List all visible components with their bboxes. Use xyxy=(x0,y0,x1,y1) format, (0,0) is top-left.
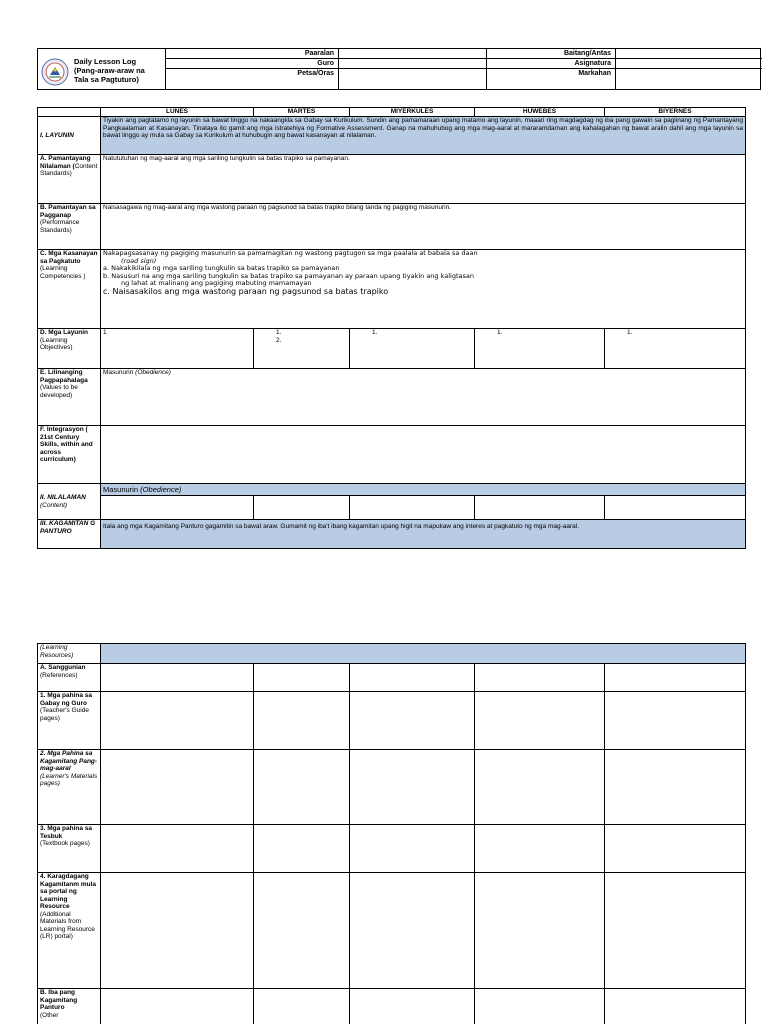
references-row: A. Sanggunian (References) xyxy=(38,664,746,692)
logo-cell xyxy=(38,49,166,89)
learners-materials-label: 2. Mga Pahina sa Kagamitang Pang-mag-aaral xyxy=(40,750,98,772)
competencies-text: Nakapagsasanay ng pagiging masunurin sa pamamagitan ng wastong pagtugon sa mga paalala at babala sa daan (road sign) a. Nakakikilala ng mga sariling tungkulin sa batas trapiko sa pamayanan b. Nasusuri na ang mga sariling tungkulin sa batas trapiko sa pamayanan ay paraan upang tiyakin ang kaligtasan ng lahat at malinang ang pagiging mabuting mamamayan c. Naisasakilos ang mga wastong paraan ng pagsunod sa batas trapiko xyxy=(101,250,746,329)
objectives-label: D. Mga Layunin xyxy=(40,329,89,336)
day-martes: MARTES xyxy=(254,108,350,117)
values-label: E. Lilinanging Pagpapahalaga xyxy=(40,369,88,384)
nilalaman-cells-row xyxy=(38,496,746,520)
learners-materials-row: 2. Mga Pahina sa Kagamitang Pang-mag-aaral (Learner's Materials pages) xyxy=(38,750,746,825)
other-materials-label: B. Iba pang Kagamitang Panturo xyxy=(40,989,78,1011)
kagamitan-label: III. KAGAMITAN G PANTURO xyxy=(40,520,96,535)
layunin-label: I. LAYUNIN xyxy=(40,131,74,139)
kagamitan-row xyxy=(38,520,746,549)
day-lunes: LUNES xyxy=(101,108,254,117)
resources-table xyxy=(37,643,746,1024)
performance-standards-row: B. Pamantayan sa Pagganap (Performance Standards) Naisasagawa ng mag-aaral ang mga wastong paraan ng pagsunod sa batas trapiko bilang tanda ng pagiging masunurin. xyxy=(38,204,746,250)
values-row: E. Lilinanging Pagpapahalaga (Values to be developed) Masunurin (Obedience) xyxy=(38,369,746,426)
paaralan-label: Paaralan xyxy=(304,50,334,57)
competencies-row: C. Mga Kasanayan sa Pagkatuto (Learning Competencies ) Nakapagsasanay ng pagiging masunurin sa pamamagitan ng wastong pagtugon sa mga paalala at babala sa daan (road sign) a. Nakakikilala ng mga sariling tungkulin sa batas trapiko sa pamayanan b. Nasusuri na ang mga sariling tungkulin sa batas trapiko sa pamayanan ay paraan upang tiyakin ang kaligtasan ng lahat at malinang ang pagiging mabuting mamamayan c. Naisasakilos ang mga wastong paraan ng pagsunod sa batas trapiko xyxy=(38,250,746,329)
additional-materials-label: 4. Karagdagang Kagamitanm mula sa portal ng Learning Resource xyxy=(40,873,96,910)
textbook-label: 3. Mga pahina sa Tesbuk xyxy=(40,825,93,840)
performance-standards-text: Naisasagawa ng mag-aaral ang mga wastong paraan ng pagsunod sa batas trapiko bilang tanda ng pagiging masunurin. xyxy=(101,204,746,250)
integration-label: F. Integrasyon ( 21st Century Skills, within and across curriculum) xyxy=(40,426,93,463)
objective-biyernes: 1. xyxy=(605,329,746,369)
learning-resources-label: (Learning Resources) xyxy=(40,644,74,659)
layunin-row xyxy=(38,117,746,155)
content-standards-label: A. Pamantayang Nilalaman ( xyxy=(40,155,91,170)
objectives-row: D. Mga Layunin (Learning Objectives) 1 1. 2. 1. 1. 1. xyxy=(38,329,746,369)
objective-huwebes: 1. xyxy=(475,329,605,369)
performance-standards-label: B. Pamantayan sa Pagganap xyxy=(40,204,96,219)
baitang-label: Baitang/Antas xyxy=(563,50,611,57)
day-miyerkules: MIYERKULES xyxy=(350,108,475,117)
guro-label: Guro xyxy=(317,60,334,67)
markahan-label: Markahan xyxy=(578,70,611,77)
references-label: A. Sanggunian xyxy=(40,664,86,671)
content-standards-text: Natututuhan ng mag-aaral ang mga sariling tungkulin sa batas trapiko sa pamayanan. xyxy=(101,155,746,204)
competencies-label: C. Mga Kasanayan sa Pagkatuto xyxy=(40,250,98,265)
kagamitan-text: Itala ang mga Kagamitang Panturo gagamitin sa bawat araw. Gumamit ng iba't ibang kagamitan upang higit na mapukaw ang interes at pagkatuto ng mga mag-aaral. xyxy=(101,520,746,549)
values-text: Masunurin (Obedience) xyxy=(101,369,746,426)
deped-seal-icon xyxy=(41,58,69,86)
additional-materials-row: 4. Karagdagang Kagamitanm mula sa portal ng Learning Resource (Additional Materials from Learning Resource (LR) portal) xyxy=(38,873,746,989)
nilalaman-text: Masunurin (Obedience) xyxy=(101,484,746,496)
layunin-text: Tiyakin ang pagtatamo ng layunin sa bawat linggo na nakaangkla sa Gabay sa Kurikulum. Sundin ang pamamaraan upang matamo ang layunin, maaari ring magdagdag ng iba pang gawain sa paglinang ng Pamantayang Pangkaalaman at Kasanayan. Tinataya ito gamit ang mga istratehiya ng Formative Assessment. Ganap na mahuhubog ang mga mag-aaral at mararamdaman ang kahalagahan ng bawat aralin dahil ang mga layunin sa bawat linggo ay mula sa Gabay sa Kurikulum at huhubugin ang bawat kasanayan at nilalaman. xyxy=(101,117,746,155)
day-biyernes: BIYERNES xyxy=(605,108,746,117)
other-materials-row: B. Iba pang Kagamitang Panturo (Other xyxy=(38,989,746,1024)
teachers-guide-row: 1. Mga pahina sa Gabay ng Guro (Teacher's Guide pages) xyxy=(38,692,746,750)
integration-row xyxy=(38,426,746,484)
learning-resources-row xyxy=(38,644,746,664)
objective-miyerkules: 1. xyxy=(350,329,475,369)
textbook-row: 3. Mga pahina sa Tesbuk (Textbook pages) xyxy=(38,825,746,873)
nilalaman-label: II. NILALAMAN xyxy=(40,494,86,501)
petsa-label: Petsa/Oras xyxy=(297,70,334,77)
asignatura-label: Asignatura xyxy=(574,60,611,67)
objective-martes: 1. 2. xyxy=(254,329,350,369)
teachers-guide-label: 1. Mga pahina sa Gabay ng Guro xyxy=(40,692,93,707)
lesson-table xyxy=(37,107,746,549)
day-header-row xyxy=(38,108,746,117)
header-table xyxy=(37,48,761,90)
nilalaman-row: II. NILALAMAN (Content) Masunurin (Obedience) xyxy=(38,484,746,496)
content-standards-row: A. Pamantayang Nilalaman (Content Standards) Natututuhan ng mag-aaral ang mga sariling tungkulin sa batas trapiko sa pamayanan. xyxy=(38,155,746,204)
objective-lunes: 1 xyxy=(101,329,254,369)
log-title: Daily Lesson Log (Pang-araw-araw na Tala sa Pagtuturo) xyxy=(74,57,145,84)
day-huwebes: HUWEBES xyxy=(475,108,605,117)
